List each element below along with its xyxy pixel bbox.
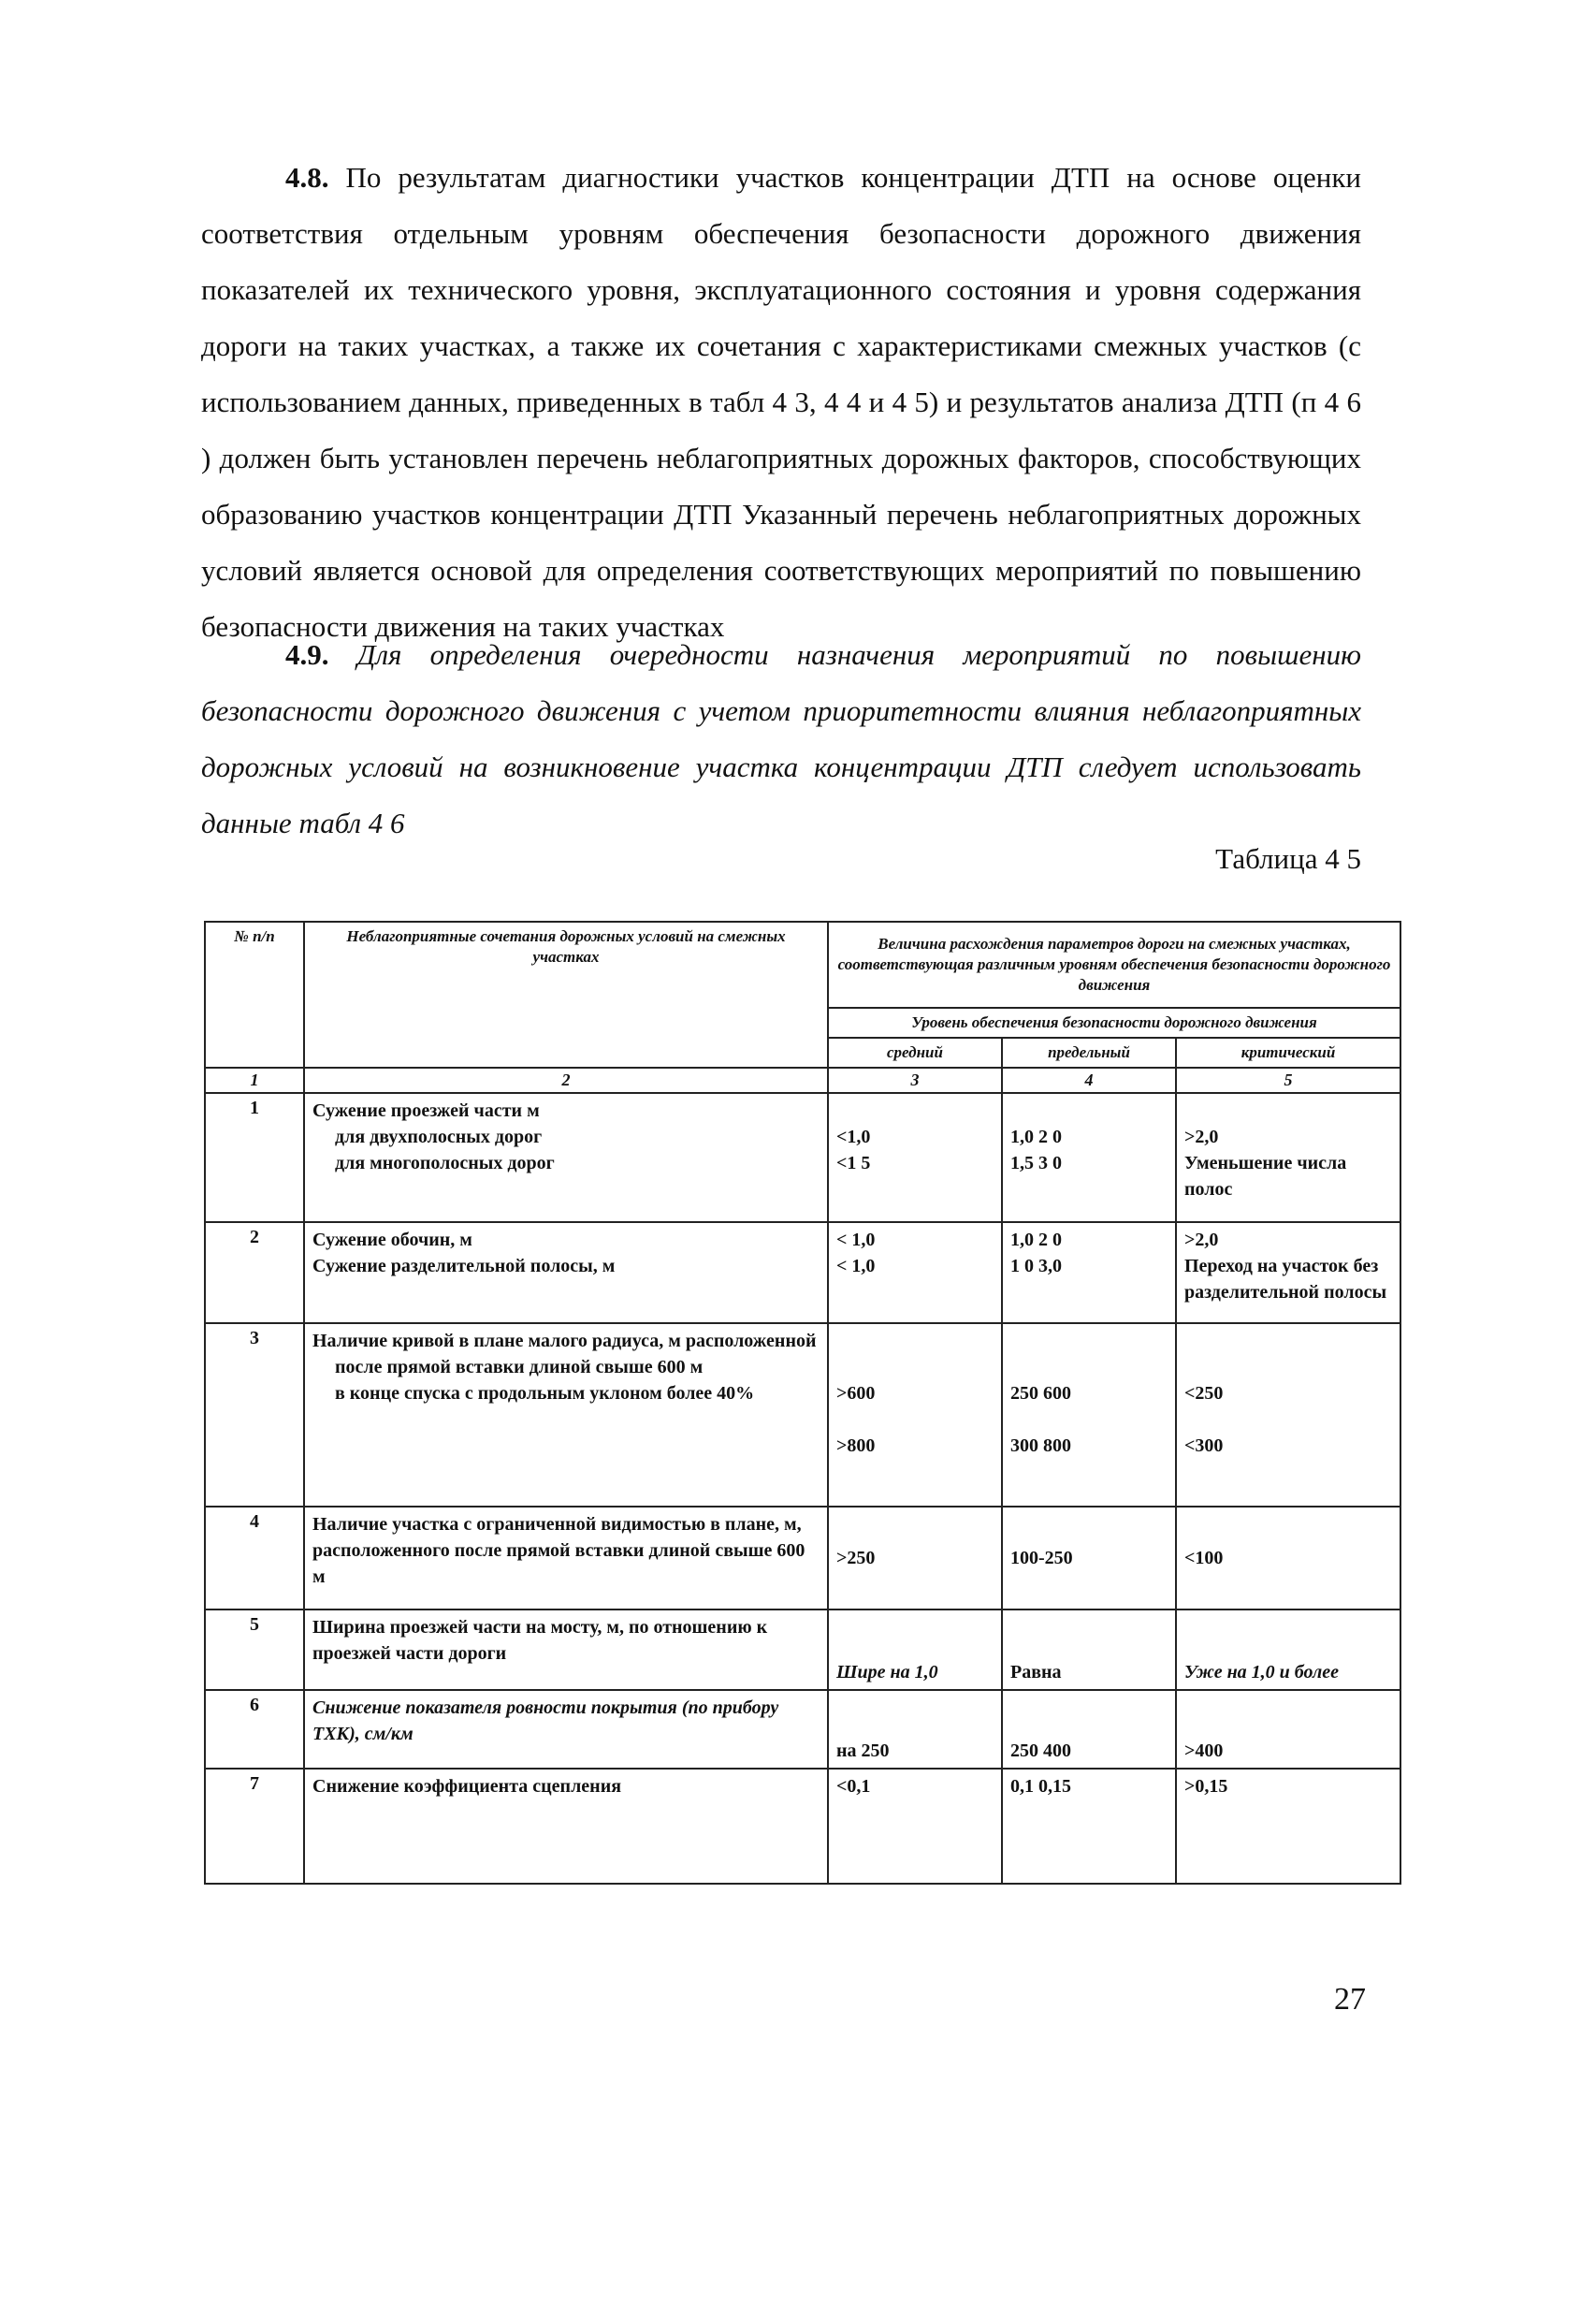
value-line: >0,15	[1184, 1776, 1228, 1797]
row-number: 2	[205, 1222, 304, 1323]
value-line: >2,0	[1184, 1127, 1219, 1147]
row-factor	[304, 1507, 828, 1610]
value-line: >2,0	[1184, 1230, 1219, 1250]
row-limit	[1002, 1690, 1176, 1769]
value-line: <1 5	[836, 1153, 871, 1173]
row-number: 5	[205, 1610, 304, 1690]
row-limit	[1002, 1323, 1176, 1507]
table-row	[205, 1610, 1400, 1690]
row-limit	[1002, 1769, 1176, 1884]
value-line: <300	[1184, 1435, 1224, 1456]
row-average	[828, 1222, 1002, 1323]
factor-line: Сужение обочин, м	[312, 1230, 472, 1250]
table-row	[205, 1323, 1400, 1507]
value-line: Уменьшение числа полос	[1184, 1153, 1347, 1200]
value-line: <100	[1184, 1548, 1224, 1568]
value-spacer	[1184, 1354, 1392, 1380]
value-spacer	[836, 1406, 994, 1433]
row-critical	[1176, 1690, 1400, 1769]
row-factor	[304, 1323, 828, 1507]
row-factor	[304, 1093, 828, 1222]
paragraph-4-8	[201, 150, 1361, 655]
value-spacer	[1010, 1354, 1168, 1380]
factor-line: Снижение коэффициента сцепления	[312, 1776, 622, 1797]
header-num: № п/п	[205, 922, 304, 1068]
column-number: 1	[205, 1068, 304, 1093]
row-critical	[1176, 1093, 1400, 1222]
value-line: <0,1	[836, 1776, 871, 1797]
row-factor	[304, 1222, 828, 1323]
row-critical	[1176, 1769, 1400, 1884]
row-critical	[1176, 1222, 1400, 1323]
value-line: 250 400	[1010, 1741, 1071, 1761]
header-average: средний	[828, 1038, 1002, 1068]
value-line: 100-250	[1010, 1548, 1073, 1568]
row-factor	[304, 1769, 828, 1884]
factor-line: для многополосных дорог	[335, 1153, 555, 1173]
factor-line: Наличие участка с ограниченной видимостью в плане, м, расположенного после прямой вставки длиной свыше 600 м	[312, 1514, 805, 1587]
value-line: Переход на участок без разделительной полосы	[1184, 1256, 1387, 1303]
value-line: Уже на 1,0 и более	[1184, 1662, 1340, 1682]
header-group: Величина расхождения параметров дороги на смежных участках, соответствующая различным уровням обеспечения безопасности дорожного движения	[828, 922, 1400, 1008]
value-line: 1,0 2 0	[1010, 1230, 1062, 1250]
value-line: 0,1 0,15	[1010, 1776, 1071, 1797]
value-line	[836, 1098, 994, 1124]
factor-line: Снижение показателя ровности покрытия (по прибору ТХК), см/км	[312, 1697, 779, 1744]
table-row	[205, 1093, 1400, 1222]
row-factor	[304, 1610, 828, 1690]
value-line: <1,0	[836, 1127, 871, 1147]
factor-line: для двухполосных дорог	[335, 1127, 543, 1147]
header-conditions: Неблагоприятные сочетания дорожных условий на смежных участках	[304, 922, 828, 1068]
value-line: < 1,0	[836, 1230, 876, 1250]
value-line: Равна	[1010, 1662, 1062, 1682]
row-limit	[1002, 1093, 1176, 1222]
road-conditions-table	[204, 921, 1401, 1885]
value-line: >800	[836, 1435, 876, 1456]
row-critical	[1176, 1507, 1400, 1610]
row-number: 7	[205, 1769, 304, 1884]
row-average	[828, 1690, 1002, 1769]
value-line	[836, 1328, 994, 1354]
value-line: >400	[1184, 1741, 1224, 1761]
table-row	[205, 1690, 1400, 1769]
row-number: 1	[205, 1093, 304, 1222]
row-number: 3	[205, 1323, 304, 1507]
value-line: 250 600	[1010, 1383, 1071, 1404]
header-subgroup: Уровень обеспечения безопасности дорожного движения	[828, 1008, 1400, 1038]
row-limit	[1002, 1507, 1176, 1610]
value-line	[1184, 1328, 1392, 1354]
paragraph-text: Для определения очередности назначения мероприятий по повышению безопасности дорожного движения с учетом приоритетности влияния неблагоприятных дорожных условий на возникновение участка концентрации ДТП следует использовать данные табл 4 6	[201, 638, 1362, 839]
row-average	[828, 1093, 1002, 1222]
paragraph-number: 4.9.	[285, 638, 329, 671]
row-average	[828, 1610, 1002, 1690]
row-average	[828, 1507, 1002, 1610]
value-line	[1010, 1098, 1168, 1124]
row-critical	[1176, 1323, 1400, 1507]
factor-line: Сужение проезжей части м	[312, 1100, 540, 1121]
value-line: < 1,0	[836, 1256, 876, 1276]
value-line: >600	[836, 1383, 876, 1404]
value-spacer	[836, 1354, 994, 1380]
header-limit: предельный	[1002, 1038, 1176, 1068]
value-line: <250	[1184, 1383, 1224, 1404]
table-row	[205, 1507, 1400, 1610]
value-line: 1 0 3,0	[1010, 1256, 1062, 1276]
value-spacer	[1184, 1406, 1392, 1433]
column-number: 4	[1002, 1068, 1176, 1093]
value-line	[1010, 1328, 1168, 1354]
table-caption: Таблица 4 5	[1215, 842, 1361, 875]
table-row	[205, 1769, 1400, 1884]
factor-line: Сужение разделительной полосы, м	[312, 1256, 616, 1276]
paragraph-4-9	[201, 627, 1361, 852]
column-number: 5	[1176, 1068, 1400, 1093]
value-line	[1184, 1098, 1392, 1124]
value-line: 1,0 2 0	[1010, 1127, 1062, 1147]
factor-line: Наличие кривой в плане малого радиуса, м расположенной	[312, 1331, 817, 1351]
paragraph-number: 4.8.	[285, 161, 329, 194]
row-critical	[1176, 1610, 1400, 1690]
value-spacer	[1010, 1406, 1168, 1433]
row-average	[828, 1323, 1002, 1507]
header-critical: критический	[1176, 1038, 1400, 1068]
table-row	[205, 1222, 1400, 1323]
value-line: 300 800	[1010, 1435, 1071, 1456]
column-number: 3	[828, 1068, 1002, 1093]
row-average	[828, 1769, 1002, 1884]
row-limit	[1002, 1610, 1176, 1690]
value-line: на 250	[836, 1741, 890, 1761]
factor-line: в конце спуска с продольным уклоном более 40%	[335, 1383, 755, 1404]
value-line: 1,5 3 0	[1010, 1153, 1062, 1173]
factor-line: после прямой вставки длиной свыше 600 м	[335, 1357, 704, 1377]
page-number: 27	[1334, 1982, 1366, 2017]
row-factor	[304, 1690, 828, 1769]
paragraph-text: По результатам диагностики участков концентрации ДТП на основе оценки соответствия отдельным уровням обеспечения безопасности дорожного движения показателей их технического уровня, эксплуатационного состояния и уровня содержания дороги на таких участках, а также их сочетания с характеристиками смежных участков (с использованием данных, приведенных в табл 4 3, 4 4 и 4 5) и результатов анализа ДТП (п 4 6 ) должен быть установлен перечень неблагоприятных дорожных факторов, способствующих образованию участков концентрации ДТП Указанный перечень неблагоприятных дорожных условий является основой для определения соответствующих мероприятий по повышению безопасности движения на таких участках	[201, 161, 1361, 643]
row-limit	[1002, 1222, 1176, 1323]
column-number: 2	[304, 1068, 828, 1093]
value-line: Шире на 1,0	[836, 1662, 938, 1682]
row-number: 6	[205, 1690, 304, 1769]
row-number: 4	[205, 1507, 304, 1610]
factor-line: Ширина проезжей части на мосту, м, по отношению к проезжей части дороги	[312, 1617, 768, 1664]
value-line: >250	[836, 1548, 876, 1568]
